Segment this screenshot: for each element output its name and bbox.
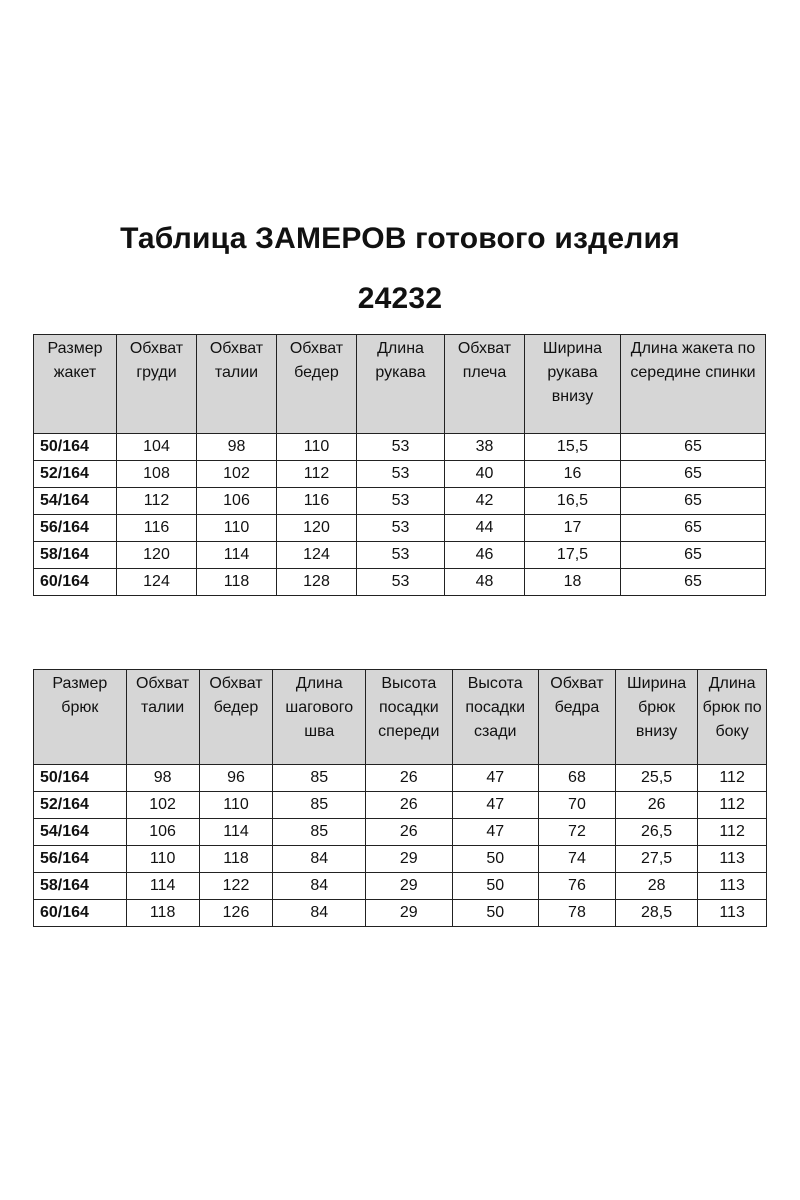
value-cell: 15,5	[525, 434, 621, 461]
value-cell: 50	[452, 900, 538, 927]
value-cell: 124	[277, 542, 357, 569]
value-cell: 26,5	[615, 819, 697, 846]
value-cell: 112	[277, 461, 357, 488]
value-cell: 29	[366, 873, 452, 900]
value-cell: 74	[538, 846, 615, 873]
value-cell: 114	[197, 542, 277, 569]
header-cell: Длина жакета по середине спинки	[621, 335, 766, 434]
value-cell: 26	[366, 765, 452, 792]
value-cell: 27,5	[615, 846, 697, 873]
value-cell: 112	[698, 765, 767, 792]
header-cell: Длина брюк по боку	[698, 670, 767, 765]
value-cell: 47	[452, 819, 538, 846]
value-cell: 40	[445, 461, 525, 488]
value-cell: 85	[273, 792, 366, 819]
size-cell: 54/164	[34, 488, 117, 515]
header-cell: Размер жакет	[34, 335, 117, 434]
value-cell: 106	[126, 819, 199, 846]
value-cell: 102	[126, 792, 199, 819]
value-cell: 17	[525, 515, 621, 542]
value-cell: 44	[445, 515, 525, 542]
value-cell: 84	[273, 846, 366, 873]
jacket-measurements-table	[33, 334, 766, 596]
value-cell: 42	[445, 488, 525, 515]
value-cell: 50	[452, 873, 538, 900]
size-cell: 52/164	[34, 461, 117, 488]
value-cell: 38	[445, 434, 525, 461]
value-cell: 106	[197, 488, 277, 515]
value-cell: 78	[538, 900, 615, 927]
table-row	[34, 819, 767, 846]
table-header-row	[34, 670, 767, 765]
value-cell: 110	[199, 792, 273, 819]
value-cell: 16,5	[525, 488, 621, 515]
value-cell: 46	[445, 542, 525, 569]
value-cell: 85	[273, 819, 366, 846]
value-cell: 122	[199, 873, 273, 900]
header-cell: Обхват бедер	[199, 670, 273, 765]
header-cell: Высота посадки сзади	[452, 670, 538, 765]
value-cell: 118	[199, 846, 273, 873]
value-cell: 65	[621, 569, 766, 596]
size-cell: 58/164	[34, 873, 127, 900]
size-cell: 56/164	[34, 846, 127, 873]
value-cell: 26	[366, 819, 452, 846]
value-cell: 96	[199, 765, 273, 792]
article-number: 24232	[357, 282, 443, 315]
value-cell: 18	[525, 569, 621, 596]
value-cell: 98	[126, 765, 199, 792]
value-cell: 28	[615, 873, 697, 900]
table-row	[34, 461, 766, 488]
value-cell: 85	[273, 765, 366, 792]
value-cell: 104	[117, 434, 197, 461]
table-row	[34, 873, 767, 900]
value-cell: 118	[197, 569, 277, 596]
header-cell: Ширина брюк внизу	[615, 670, 697, 765]
value-cell: 29	[366, 900, 452, 927]
value-cell: 65	[621, 542, 766, 569]
value-cell: 112	[698, 819, 767, 846]
value-cell: 53	[357, 515, 445, 542]
value-cell: 65	[621, 488, 766, 515]
size-cell: 60/164	[34, 900, 127, 927]
size-cell: 52/164	[34, 792, 127, 819]
value-cell: 65	[621, 434, 766, 461]
header-cell: Длина шагового шва	[273, 670, 366, 765]
value-cell: 120	[277, 515, 357, 542]
value-cell: 26	[615, 792, 697, 819]
pants-measurements-table	[33, 669, 767, 927]
value-cell: 126	[199, 900, 273, 927]
table-row	[34, 765, 767, 792]
value-cell: 113	[698, 900, 767, 927]
value-cell: 116	[277, 488, 357, 515]
value-cell: 110	[277, 434, 357, 461]
value-cell: 28,5	[615, 900, 697, 927]
value-cell: 65	[621, 461, 766, 488]
value-cell: 76	[538, 873, 615, 900]
header-cell: Обхват бедра	[538, 670, 615, 765]
header-cell: Обхват талии	[126, 670, 199, 765]
value-cell: 53	[357, 434, 445, 461]
value-cell: 50	[452, 846, 538, 873]
value-cell: 84	[273, 873, 366, 900]
value-cell: 29	[366, 846, 452, 873]
table-row	[34, 488, 766, 515]
header-cell: Ширина рукава внизу	[525, 335, 621, 434]
value-cell: 53	[357, 569, 445, 596]
table-row	[34, 792, 767, 819]
size-cell: 58/164	[34, 542, 117, 569]
size-cell: 50/164	[34, 765, 127, 792]
header-cell: Обхват бедер	[277, 335, 357, 434]
value-cell: 53	[357, 542, 445, 569]
value-cell: 47	[452, 765, 538, 792]
value-cell: 26	[366, 792, 452, 819]
value-cell: 118	[126, 900, 199, 927]
header-cell: Высота посадки спереди	[366, 670, 452, 765]
value-cell: 110	[197, 515, 277, 542]
pants-table-body	[34, 765, 767, 927]
value-cell: 98	[197, 434, 277, 461]
value-cell: 116	[117, 515, 197, 542]
value-cell: 53	[357, 461, 445, 488]
value-cell: 114	[126, 873, 199, 900]
table-row	[34, 846, 767, 873]
value-cell: 17,5	[525, 542, 621, 569]
table-row	[34, 900, 767, 927]
value-cell: 72	[538, 819, 615, 846]
table-header-row	[34, 335, 766, 434]
size-cell: 54/164	[34, 819, 127, 846]
value-cell: 53	[357, 488, 445, 515]
header-cell: Размер брюк	[34, 670, 127, 765]
value-cell: 70	[538, 792, 615, 819]
jacket-table-body	[34, 434, 766, 596]
value-cell: 110	[126, 846, 199, 873]
value-cell: 84	[273, 900, 366, 927]
table-row	[34, 434, 766, 461]
table-row	[34, 515, 766, 542]
table-row	[34, 542, 766, 569]
value-cell: 120	[117, 542, 197, 569]
value-cell: 16	[525, 461, 621, 488]
header-cell: Обхват плеча	[445, 335, 525, 434]
value-cell: 68	[538, 765, 615, 792]
value-cell: 128	[277, 569, 357, 596]
table-row	[34, 569, 766, 596]
value-cell: 47	[452, 792, 538, 819]
value-cell: 65	[621, 515, 766, 542]
value-cell: 25,5	[615, 765, 697, 792]
document-title: Таблица ЗАМЕРОВ готового изделия	[120, 222, 680, 255]
header-cell: Обхват талии	[197, 335, 277, 434]
value-cell: 113	[698, 873, 767, 900]
value-cell: 113	[698, 846, 767, 873]
value-cell: 114	[199, 819, 273, 846]
header-cell: Обхват груди	[117, 335, 197, 434]
value-cell: 48	[445, 569, 525, 596]
size-cell: 56/164	[34, 515, 117, 542]
value-cell: 112	[698, 792, 767, 819]
header-cell: Длина рукава	[357, 335, 445, 434]
value-cell: 102	[197, 461, 277, 488]
size-cell: 60/164	[34, 569, 117, 596]
value-cell: 112	[117, 488, 197, 515]
size-cell: 50/164	[34, 434, 117, 461]
value-cell: 108	[117, 461, 197, 488]
value-cell: 124	[117, 569, 197, 596]
